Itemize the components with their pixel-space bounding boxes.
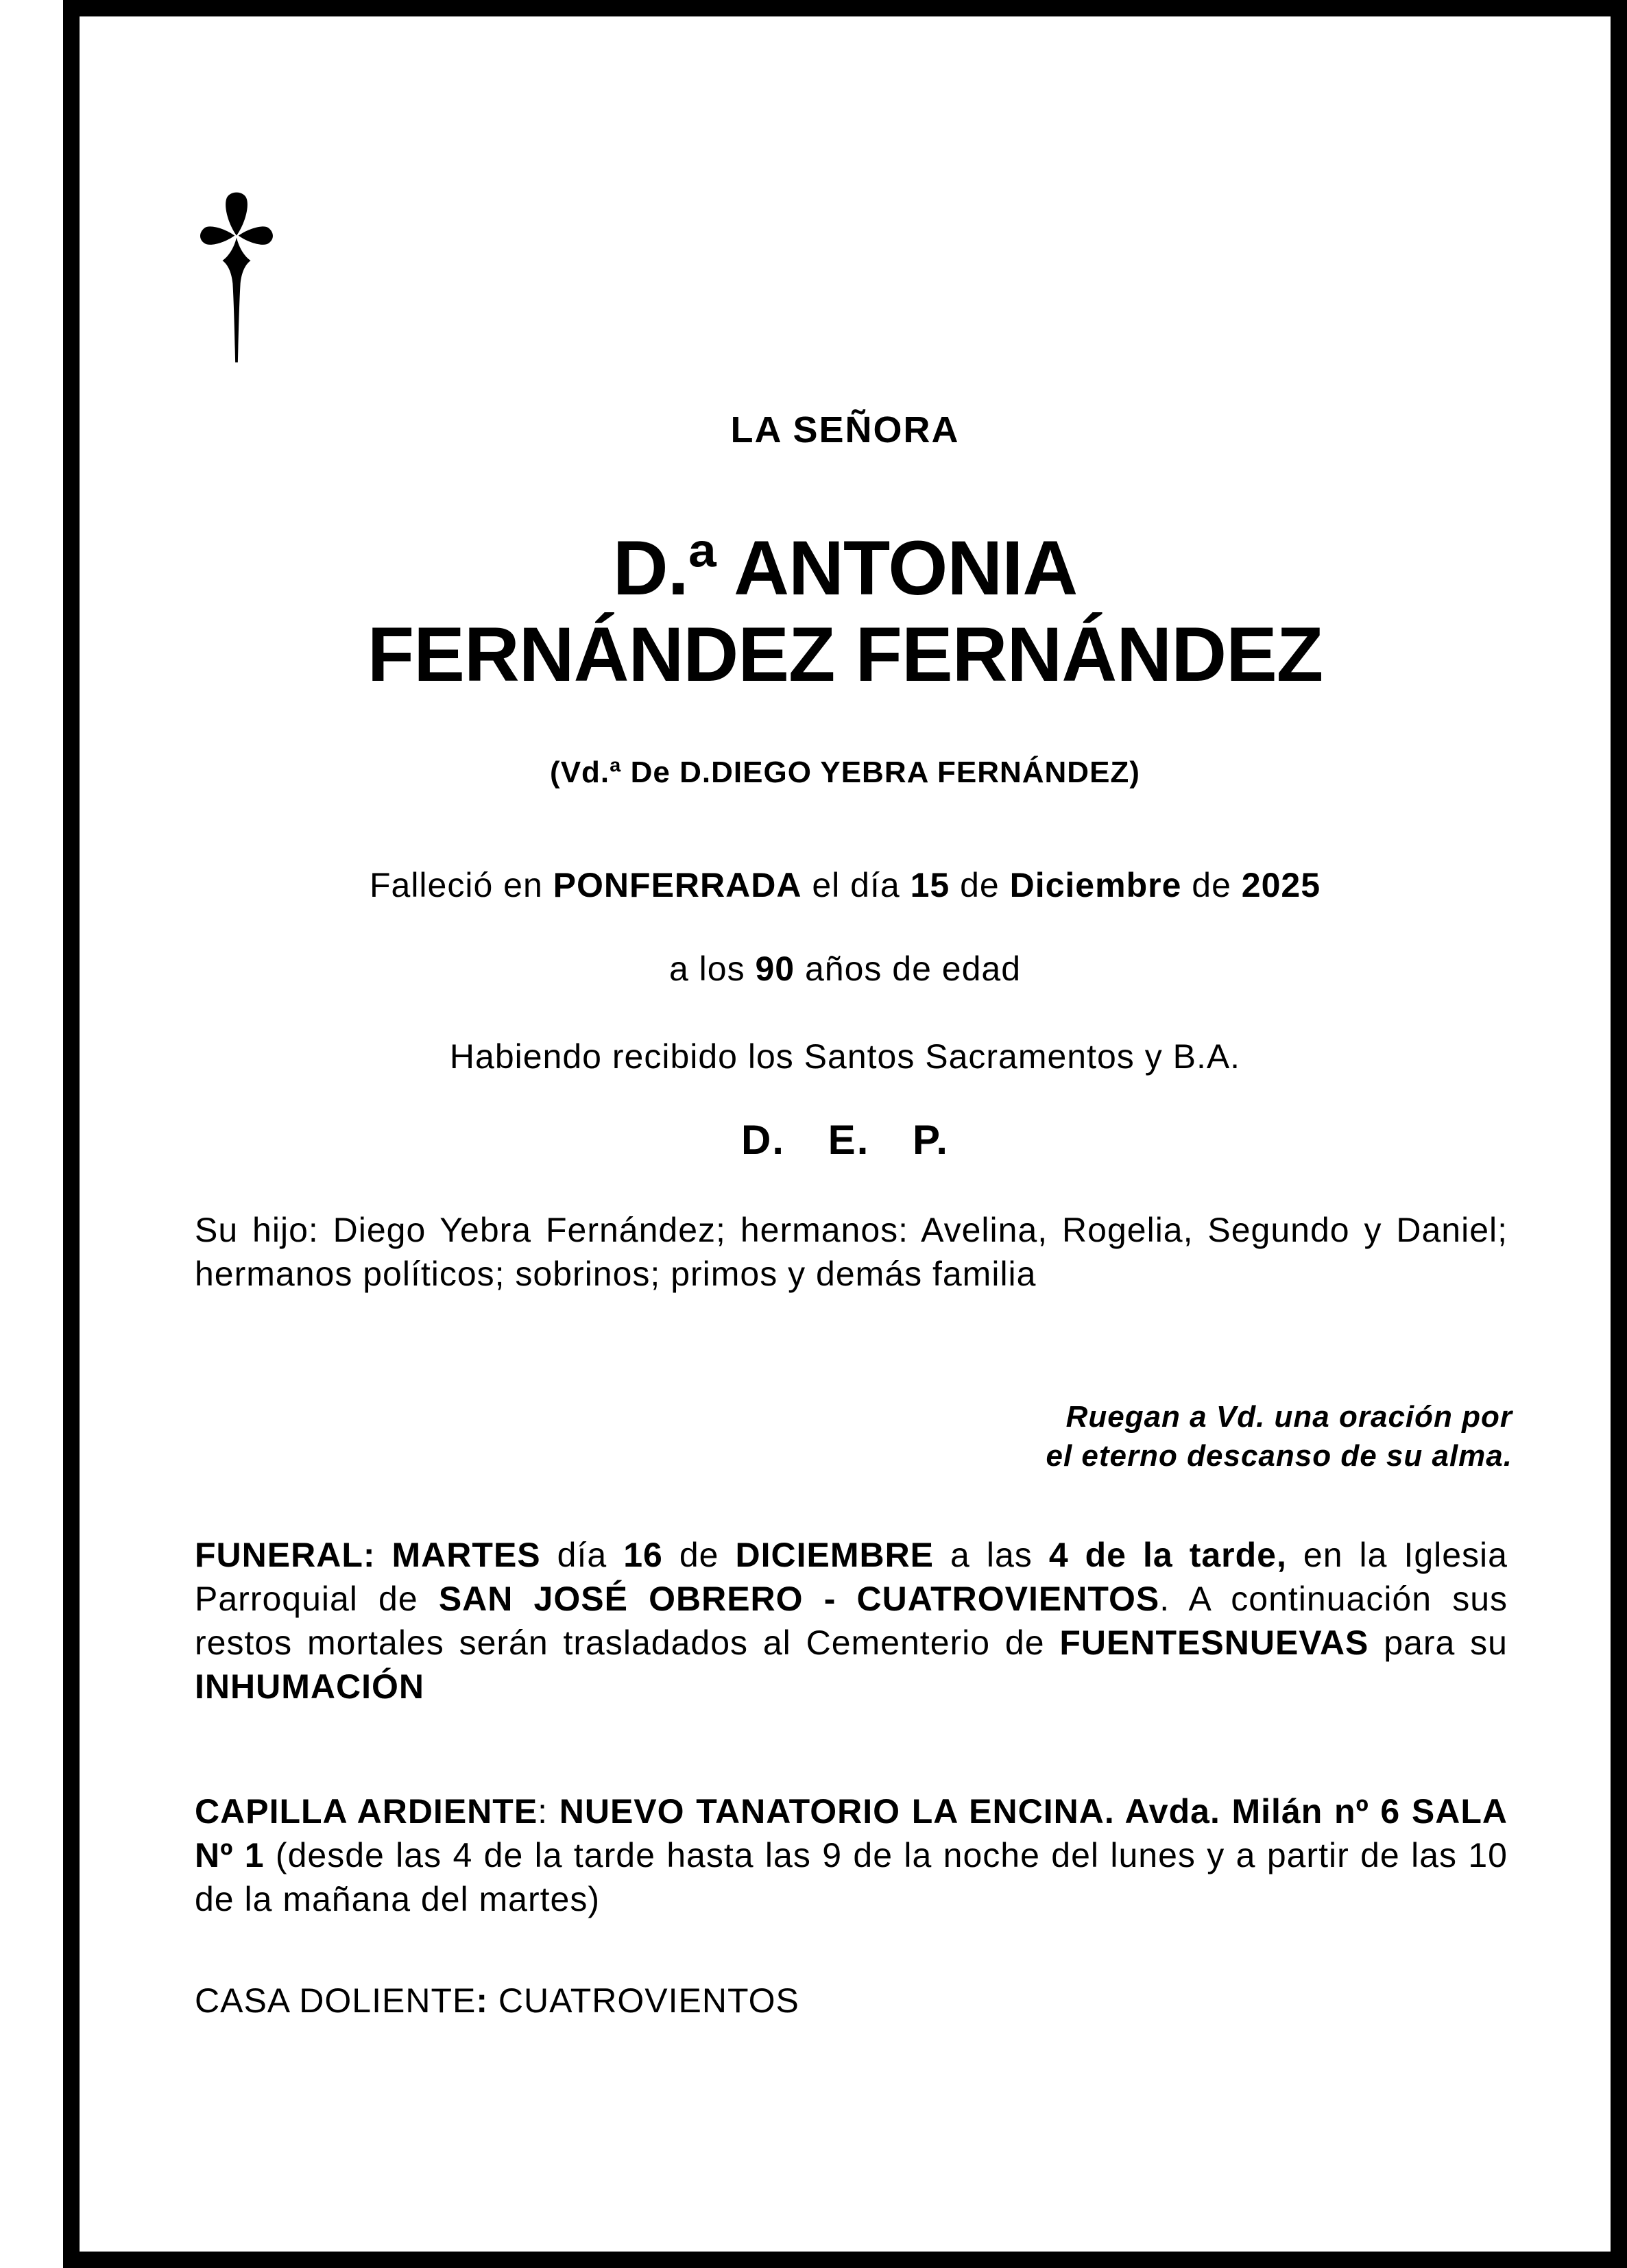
text-segment: PONFERRADA <box>553 866 802 904</box>
text-segment: 4 de la tarde, <box>1048 1536 1287 1574</box>
text-segment: FUNERAL: MARTES <box>195 1536 541 1574</box>
deceased-name-line2: FERNÁNDEZ FERNÁNDEZ <box>367 612 1323 697</box>
cross-icon <box>198 175 275 367</box>
text-segment: de <box>950 866 1010 904</box>
family-paragraph: Su hijo: Diego Yebra Fernández; hermanos: Avelina, Rogelia, Segundo y Daniel; hermanos políticos; sobrinos; primos y demás familia <box>195 1211 1508 1293</box>
text-segment: día <box>540 1536 624 1574</box>
dep-line: D. E. P. <box>741 1117 949 1163</box>
mourning-house-line <box>195 1979 1508 2023</box>
text-segment: en la Iglesia Parroquial de <box>195 1536 1508 1618</box>
prayer-line-1: Ruegan a Vd. una oración por <box>1065 1400 1512 1434</box>
chapel-paragraph <box>195 1789 1508 1921</box>
text-segment: (desde las 4 de la tarde hasta las 9 de la noche del lunes y a partir de las 10 de la mañana del martes) <box>195 1836 1508 1918</box>
text-segment: . A continuación sus restos mortales serán trasladados al Cementerio de <box>195 1580 1508 1662</box>
text-segment: INHUMACIÓN <box>195 1667 424 1706</box>
text-segment: NUEVO TANATORIO LA ENCINA. Avda. Milán nº 6 SALA Nº 1 <box>195 1792 1508 1874</box>
text-segment: CAPILLA ARDIENTE <box>195 1792 538 1831</box>
text-segment: Diciembre <box>1009 866 1182 904</box>
text-segment: : <box>476 1981 488 2020</box>
text-segment: FUENTESNUEVAS <box>1059 1624 1369 1662</box>
text-segment: 16 <box>623 1536 663 1574</box>
text-segment: SAN JOSÉ OBRERO - CUATROVIENTOS <box>438 1580 1160 1618</box>
text-segment: : <box>538 1792 559 1831</box>
text-segment: 15 <box>910 866 950 904</box>
text-segment: CASA DOLIENTE <box>195 1981 477 2020</box>
text-segment: CUATROVIENTOS <box>488 1981 799 2020</box>
deceased-name <box>80 525 1611 698</box>
death-line <box>80 865 1611 905</box>
text-segment: años de edad <box>795 950 1022 988</box>
text-segment: 90 <box>755 950 795 988</box>
page-frame <box>63 0 1627 2268</box>
text-segment: a los <box>668 950 756 988</box>
widow-line: (Vd.ª De D.DIEGO YEBRA FERNÁNDEZ) <box>550 756 1140 789</box>
text-segment: el día <box>802 866 911 904</box>
deceased-name-line1: D.ª ANTONIA <box>612 525 1078 611</box>
header-title: LA SEÑORA <box>730 409 960 450</box>
prayer-line-2: el eterno descanso de su alma. <box>1046 1439 1512 1473</box>
funeral-paragraph <box>195 1533 1508 1709</box>
age-line <box>80 949 1611 989</box>
text-segment: Falleció en <box>369 866 553 904</box>
prayer-block <box>1046 1397 1512 1475</box>
text-segment: de <box>662 1536 736 1574</box>
text-segment: de <box>1181 866 1242 904</box>
text-segment: DICIEMBRE <box>735 1536 935 1574</box>
text-segment: a las <box>934 1536 1049 1574</box>
text-segment: para su <box>1369 1624 1508 1662</box>
text-segment: 2025 <box>1241 866 1321 904</box>
sacraments-line: Habiendo recibido los Santos Sacramentos y B.A. <box>449 1037 1241 1076</box>
